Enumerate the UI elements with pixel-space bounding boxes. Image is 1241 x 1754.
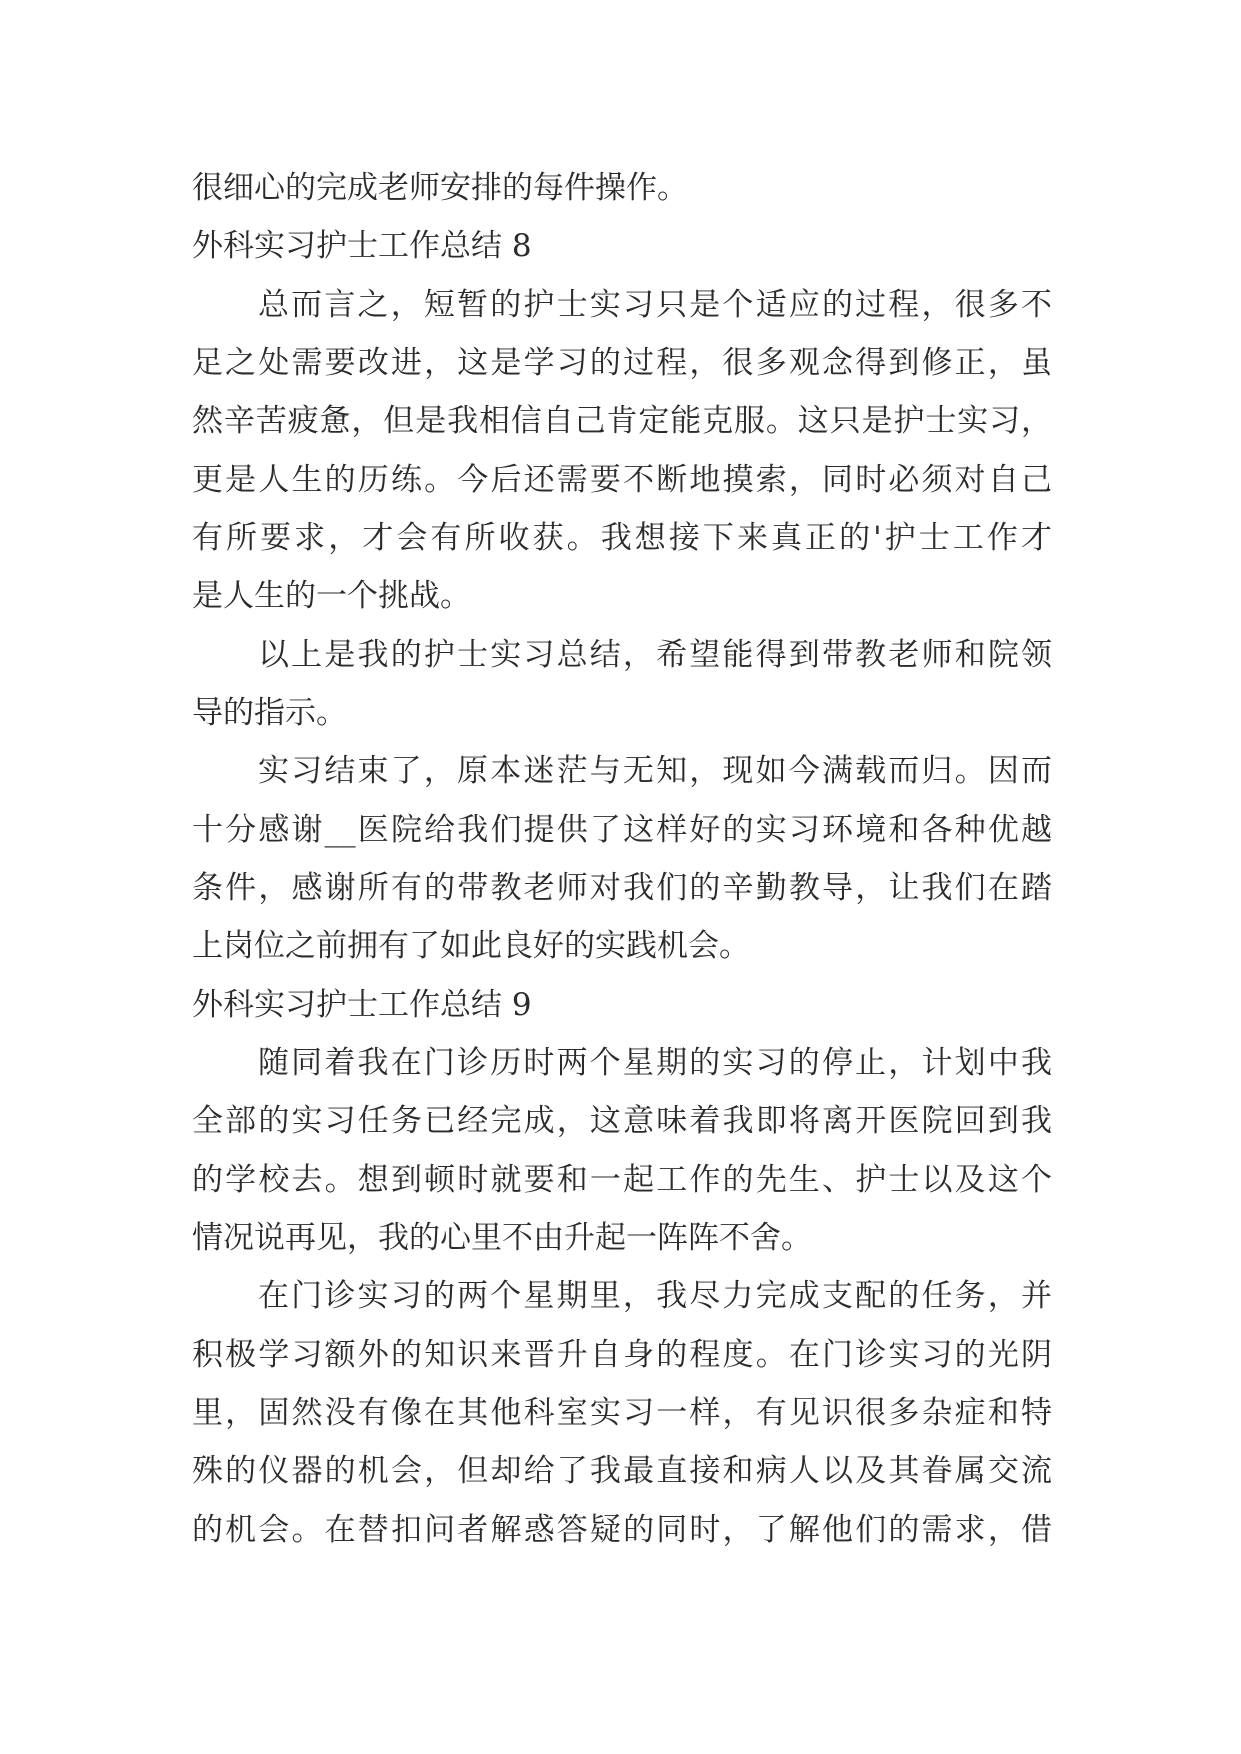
body-text-line: 更是人生的历练。今后还需要不断地摸索，同时必须对自己	[192, 462, 1052, 498]
body-text-line: 以上是我的护士实习总结，希望能得到带教老师和院领	[258, 637, 1052, 673]
body-text-line: 情况说再见，我的心里不由升起一阵阵不舍。	[192, 1220, 812, 1256]
body-text-line: 积极学习额外的知识来晋升自身的程度。在门诊实习的光阴	[192, 1337, 1052, 1373]
body-text-line: 导的指示。	[192, 695, 347, 731]
body-text-line: 全部的实习任务已经完成，这意味着我即将离开医院回到我	[192, 1103, 1052, 1139]
section-heading-8: 外科实习护士工作总结 8	[192, 228, 532, 264]
body-text-line: 随同着我在门诊历时两个星期的实习的停止，计划中我	[258, 1045, 1052, 1081]
body-text-line: 然辛苦疲惫，但是我相信自己肯定能克服。这只是护士实习，	[192, 403, 1052, 439]
body-text-line: 有所要求，才会有所收获。我想接下来真正的'护士工作才	[192, 520, 1052, 556]
body-text-line: 在门诊实习的两个星期里，我尽力完成支配的任务，并	[258, 1278, 1052, 1314]
body-text-line: 殊的仪器的机会，但却给了我最直接和病人以及其眷属交流	[192, 1453, 1052, 1489]
body-text-line: 十分感谢__医院给我们提供了这样好的实习环境和各种优越	[192, 812, 1052, 848]
body-text-line: 条件，感谢所有的带教老师对我们的辛勤教导，让我们在踏	[192, 870, 1052, 906]
body-text-line: 的学校去。想到顿时就要和一起工作的先生、护士以及这个	[192, 1162, 1052, 1198]
body-text-line: 实习结束了，原本迷茫与无知，现如今满载而归。因而	[258, 753, 1052, 789]
body-text-line: 总而言之，短暂的护士实习只是个适应的过程，很多不	[258, 287, 1052, 323]
body-text-line: 里，固然没有像在其他科室实习一样，有见识很多杂症和特	[192, 1395, 1052, 1431]
body-text-line: 上岗位之前拥有了如此良好的实践机会。	[192, 928, 750, 964]
section-heading-9: 外科实习护士工作总结 9	[192, 987, 532, 1023]
body-text-line: 足之处需要改进，这是学习的过程，很多观念得到修正，虽	[192, 345, 1052, 381]
body-text-line: 很细心的完成老师安排的每件操作。	[192, 170, 688, 206]
body-text-line: 的机会。在替扣问者解惑答疑的同时，了解他们的需求，借	[192, 1512, 1052, 1548]
body-text-line: 是人生的一个挑战。	[192, 578, 471, 614]
